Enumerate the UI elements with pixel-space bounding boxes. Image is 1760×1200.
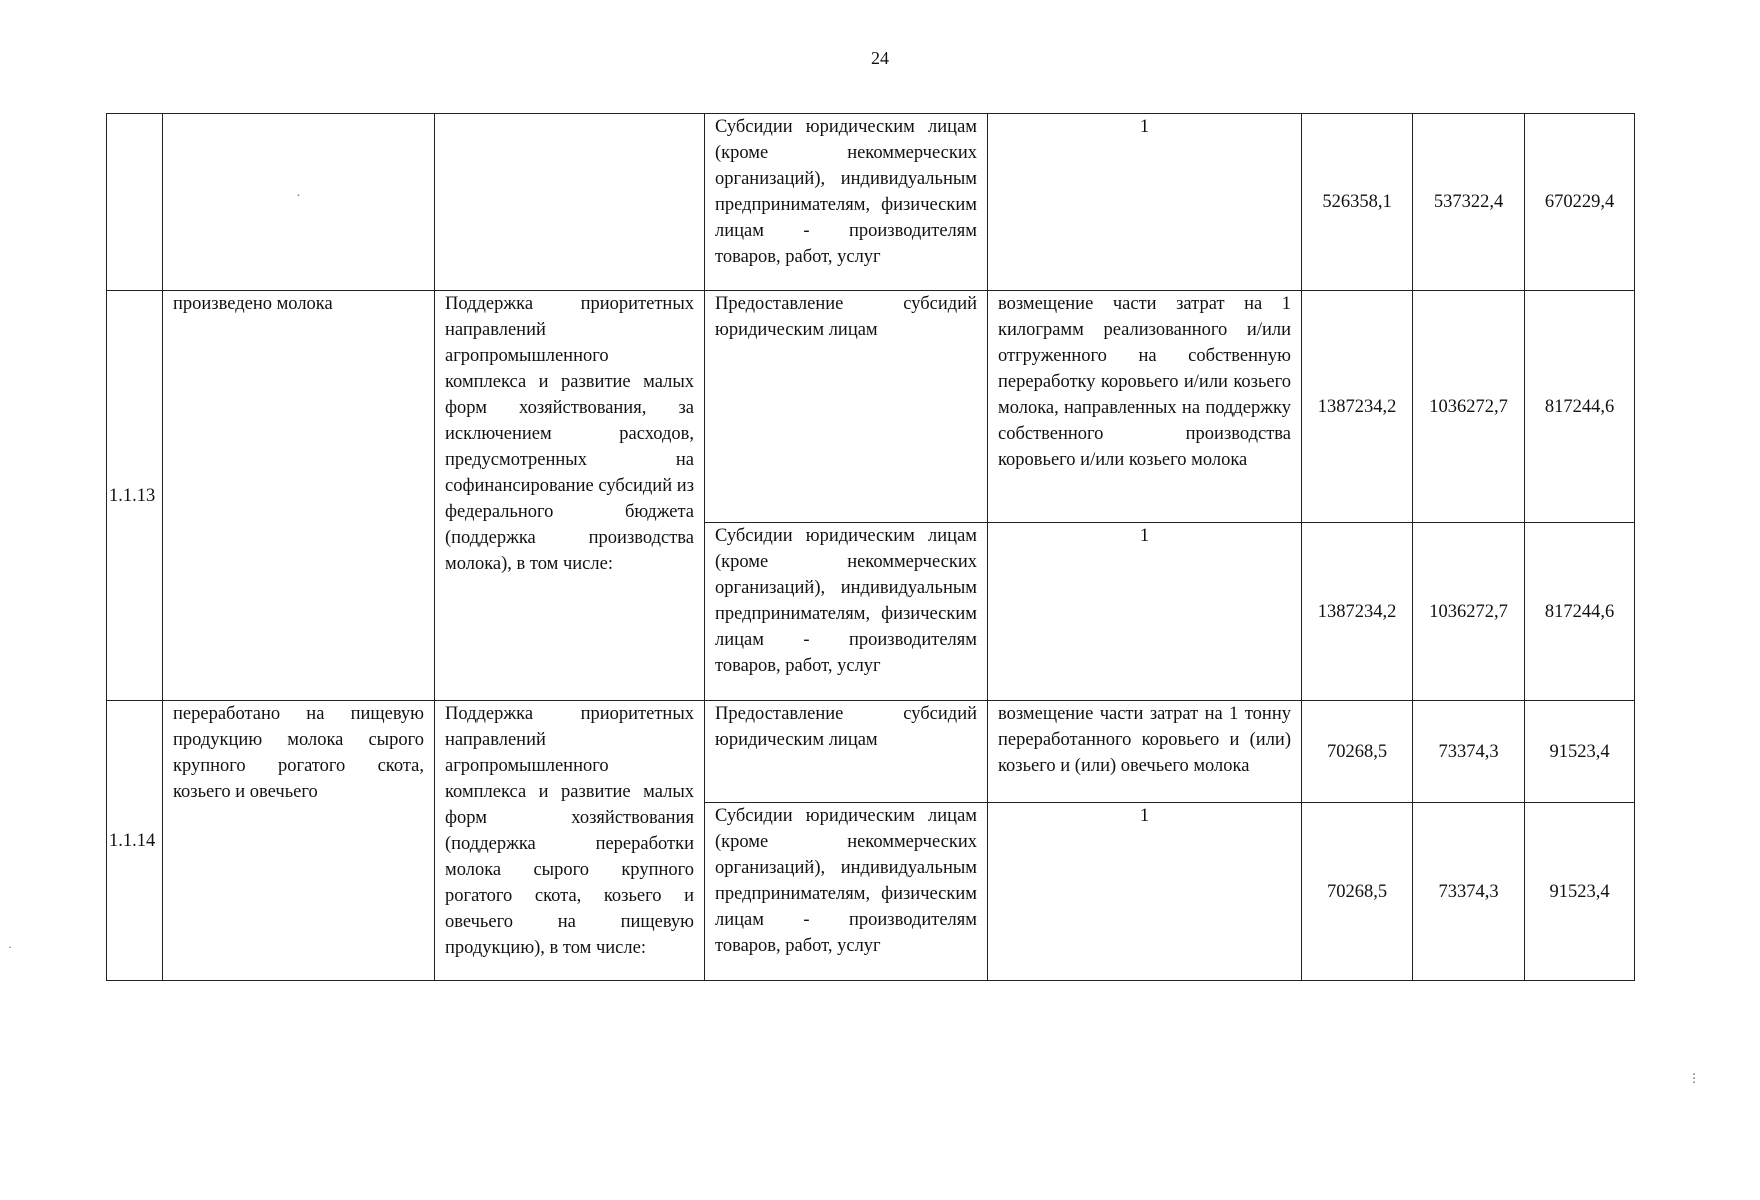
value-cell-1: 1387234,2 <box>1302 291 1413 523</box>
measure-cell <box>435 114 705 291</box>
number-cell: 1.1.14 <box>107 701 163 981</box>
page-number: 24 <box>871 48 889 68</box>
type-cell: Предоставление субсидий юридическим лицам <box>705 291 988 523</box>
type-cell: Субсидии юридическим лицам (кроме некоммерческих организаций), индивидуальным предпринимателям, физическим лицам - производителям товаров, работ, услуг <box>705 803 988 981</box>
value-cell-2: 73374,3 <box>1413 701 1525 803</box>
type-cell: Субсидии юридическим лицам (кроме некоммерческих организаций), индивидуальным предпринимателям, физическим лицам - производителям товаров, работ, услуг <box>705 523 988 701</box>
subsidy-table <box>106 113 1635 981</box>
measure-cell: Поддержка приоритетных направлений агропромышленного комплекса и развитие малых форм хозяйствования, за исключением расходов, предусмотренных на софинансирование субсидий из федерального бюджета (поддержка производства молока), в том числе: <box>435 291 705 701</box>
table-row <box>107 701 1635 803</box>
indicator-cell: 1 <box>988 114 1302 291</box>
value-cell-3: 91523,4 <box>1525 803 1635 981</box>
number-cell <box>107 114 163 291</box>
scan-speck: · <box>8 940 12 954</box>
value-cell-2: 1036272,7 <box>1413 523 1525 701</box>
value-cell-2: 537322,4 <box>1413 114 1525 291</box>
type-cell: Субсидии юридическим лицам (кроме некоммерческих организаций), индивидуальным предпринимателям, физическим лицам - производителям товаров, работ, услуг <box>705 114 988 291</box>
table-row <box>107 291 1635 523</box>
measure-cell: Поддержка приоритетных направлений агропромышленного комплекса и развитие малых форм хозяйствования (поддержка переработки молока сырого крупного рогатого скота, козьего и овечьего на пищевую продукцию), в том числе: <box>435 701 705 981</box>
value-cell-1: 1387234,2 <box>1302 523 1413 701</box>
value-cell-2: 73374,3 <box>1413 803 1525 981</box>
value-cell-3: 817244,6 <box>1525 291 1635 523</box>
type-cell: Предоставление субсидий юридическим лицам <box>705 701 988 803</box>
value-cell-3: 91523,4 <box>1525 701 1635 803</box>
result-cell: переработано на пищевую продукцию молока сырого крупного рогатого скота, козьего и овечьего <box>163 701 435 981</box>
purpose-cell: возмещение части затрат на 1 тонну переработанного коровьего и (или) козьего и (или) овечьего молока <box>988 701 1302 803</box>
purpose-cell: возмещение части затрат на 1 килограмм реализованного и/или отгруженного на собственную переработку коровьего и/или козьего молока, направленных на поддержку собственного производства коровьего и/или козьего молока <box>988 291 1302 523</box>
number-cell: 1.1.13 <box>107 291 163 701</box>
result-cell: произведено молока <box>163 291 435 701</box>
value-cell-1: 526358,1 <box>1302 114 1413 291</box>
indicator-cell: 1 <box>988 523 1302 701</box>
value-cell-1: 70268,5 <box>1302 803 1413 981</box>
value-cell-1: 70268,5 <box>1302 701 1413 803</box>
scan-speck: · <box>296 189 301 204</box>
result-cell <box>163 114 435 291</box>
scan-speck: ⋮ <box>1688 1071 1700 1085</box>
indicator-cell: 1 <box>988 803 1302 981</box>
value-cell-2: 1036272,7 <box>1413 291 1525 523</box>
value-cell-3: 817244,6 <box>1525 523 1635 701</box>
table-row <box>107 114 1635 291</box>
value-cell-3: 670229,4 <box>1525 114 1635 291</box>
